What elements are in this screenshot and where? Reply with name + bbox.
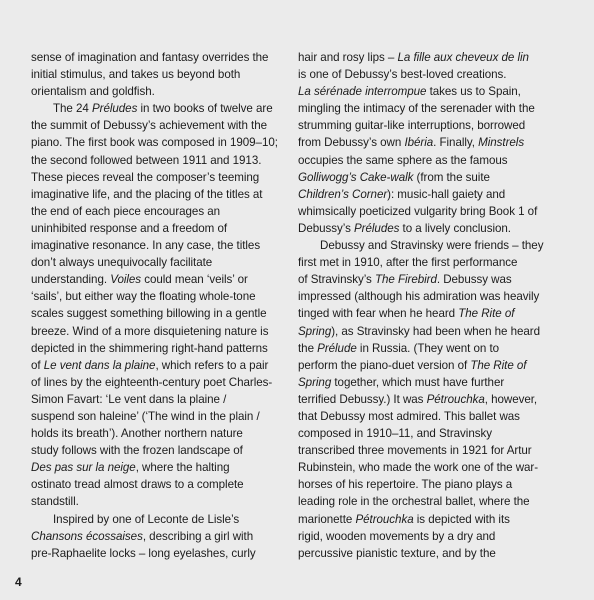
text-line: sense of imagination and fantasy overrides the: [31, 51, 269, 64]
text-line: the end of each piece encourages an: [31, 204, 221, 218]
text-line: the summit of Debussy’s achievement with the: [31, 119, 268, 133]
text-line: occupies the same sphere as the famous: [298, 153, 508, 167]
text-line: Golliwogg’s Cake-walk (from the suite: [298, 170, 490, 184]
text-line: the second followed between 1911 and 1913.: [31, 153, 262, 167]
text-line: horses of his repertoire. The piano plays a: [298, 478, 513, 492]
page-number: 4: [15, 575, 22, 589]
text-line: Spring together, which must have further: [298, 375, 505, 389]
text-line: transcribed three movements in 1921 for Artur: [298, 444, 532, 458]
text-line: scales suggest something billowing in a gentle: [31, 307, 267, 321]
text-line: These pieces reveal the composer’s teeming: [31, 170, 260, 184]
text-line: leading role in the orchestral ballet, where the: [298, 495, 530, 509]
text-line: perform the piano-duet version of The Rite of: [298, 358, 527, 372]
text-line: ‘sails’, but either way the floating whole-tone: [31, 290, 256, 304]
text-line: standstill.: [31, 495, 79, 509]
text-line: orientalism and goldfish.: [31, 85, 155, 99]
text-line: that Debussy most admired. This ballet was: [298, 409, 520, 423]
text-line: Rubinstein, who made the work one of the war-: [298, 461, 539, 475]
text-line: Debussy’s Préludes to a lively conclusion.: [298, 221, 511, 235]
text-line: percussive pianistic texture, and by the: [298, 546, 496, 560]
text-line: Simon Favart: ‘Le vent dans la plaine /: [31, 392, 227, 406]
left-text-column: [31, 49, 287, 562]
text-line: study follows with the frozen landscape of: [31, 444, 243, 458]
text-line: pre-Raphaelite locks – long eyelashes, curly: [31, 546, 256, 560]
text-line: don’t always unequivocally facilitate: [31, 256, 213, 270]
text-line: terrified Debussy.) It was Pétrouchka, however,: [298, 392, 538, 406]
text-line: piano. The first book was composed in 1909–10;: [31, 136, 278, 150]
text-line: composed in 1910–11, and Stravinsky: [298, 427, 492, 441]
text-line: strumming guitar-like interruptions, borrowed: [298, 119, 526, 133]
text-line: hair and rosy lips – La fille aux cheveux de lin: [298, 51, 529, 64]
text-line: from Debussy’s own Ibéria. Finally, Minstrels: [298, 136, 525, 150]
text-line: breeze. Wind of a more disquietening nature is: [31, 324, 269, 338]
text-line: imaginative life, and the placing of the titles at: [31, 187, 263, 201]
text-line: suspend son haleine’ (‘The wind in the plain /: [31, 409, 260, 423]
paragraph: [298, 237, 560, 562]
text-line: understanding. Voiles could mean ‘veils’ or: [31, 273, 248, 287]
text-line: Children’s Corner): music-hall gaiety and: [298, 187, 506, 201]
text-line: Spring), as Stravinsky had been when he heard: [298, 324, 541, 338]
text-line: ostinato tread almost draws to a complete: [31, 478, 244, 492]
text-line: tinged with fear when he heard The Rite of: [298, 307, 515, 321]
text-line: of Stravinsky’s The Firebird. Debussy was: [298, 273, 512, 287]
text-line: The 24 Préludes in two books of twelve are: [53, 102, 273, 116]
paragraph: [298, 49, 560, 237]
text-line: imaginative resonance. In any case, the titles: [31, 239, 261, 253]
text-line: mingling the intimacy of the serenader with the: [298, 102, 535, 116]
paragraph: [31, 100, 287, 510]
text-line: rigid, wooden movements by a dry and: [298, 529, 496, 543]
paragraph: [31, 49, 287, 100]
text-line: holds its breath’). Another northern nature: [31, 427, 243, 441]
text-line: initial stimulus, and takes us beyond both: [31, 68, 241, 82]
text-line: first met in 1910, after the first performance: [298, 256, 518, 270]
text-line: Debussy and Stravinsky were friends – they: [320, 239, 544, 253]
text-line: La sérénade interrompue takes us to Spain,: [298, 85, 521, 99]
text-line: Inspired by one of Leconte de Lisle’s: [53, 512, 240, 526]
paragraph: [31, 511, 287, 562]
right-text-column: [298, 49, 560, 562]
text-line: of lines by the eighteenth-century poet Charles-: [31, 375, 273, 389]
text-line: of Le vent dans la plaine, which refers to a pair: [31, 358, 269, 372]
text-line: the Prélude in Russia. (They went on to: [298, 341, 500, 355]
text-line: Des pas sur la neige, where the halting: [31, 461, 230, 475]
text-line: is one of Debussy’s best-loved creations.: [298, 68, 507, 82]
text-line: whimsically poeticized vulgarity bring Book 1 of: [298, 204, 538, 218]
text-line: impressed (although his admiration was heavily: [298, 290, 540, 304]
text-line: Chansons écossaises, describing a girl with: [31, 529, 254, 543]
text-line: marionette Pétrouchka is depicted with its: [298, 512, 510, 526]
text-line: depicted in the shimmering right-hand patterns: [31, 341, 268, 355]
text-line: uninhibited response and a freedom of: [31, 221, 228, 235]
